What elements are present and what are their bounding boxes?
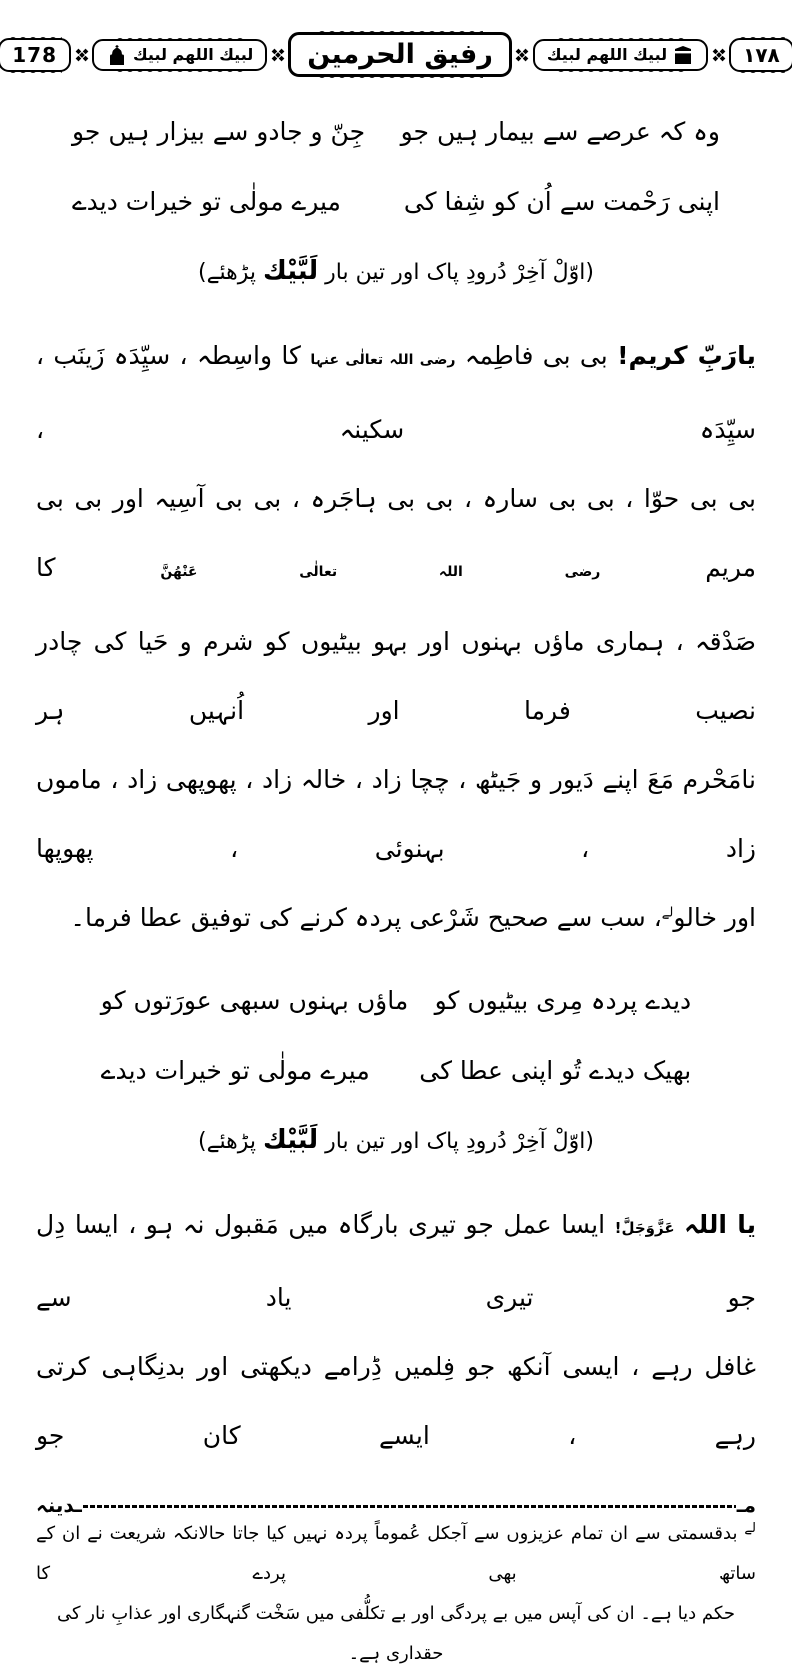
body-line: صَدْقہ ، ہماری ماؤں بہنوں اور بہو بیٹیوں کو شرم و حَیا کی چادر نصیب فرما اور اُنہیں ہر (36, 627, 756, 725)
floret-ornament-icon (270, 47, 285, 62)
hemistich-right: وہ کہ عرصے سے بیمار ہیں جو (400, 117, 720, 146)
body-text: بی بی فاطِمہ (464, 341, 608, 370)
footnote-marker: لے (661, 905, 674, 921)
refrain-labbaik: لَبَّيْك (262, 256, 319, 286)
footnote-line (36, 1514, 756, 1594)
floret-ornament-icon (74, 47, 89, 62)
honorific-text: رضی اللہ تعالٰی عَنْهُنَّ (160, 564, 601, 580)
floret-ornament-icon (711, 47, 726, 62)
body-text: اور خالو (673, 903, 756, 932)
labbaik-cartouche-right (533, 33, 708, 77)
page-header (12, 26, 780, 83)
book-page (0, 26, 792, 1664)
body-text: ایسا عمل جو تیری بارگاہ میں مَقبول نہ ہو ، ایسا دِل جو تیری یاد سے (36, 1210, 756, 1312)
footnote-line: حکم دیا ہے۔ ان کی آپس میں بے پردگی اور بے تکلُّفی میں سَخْت گنہگاری اور عذابِ نار کی حقداری ہے۔ (57, 1603, 735, 1664)
hemistich-right: بھیک دیدے تُو اپنی عطا کی (419, 1056, 692, 1085)
verse-line (72, 179, 720, 225)
refrain-line-1 (36, 249, 756, 295)
refrain-post: پڑھئے) (198, 1129, 263, 1154)
book-title: رفيق الحرمين (307, 39, 493, 70)
kaaba-icon (672, 44, 694, 66)
footnote-separator (36, 1493, 756, 1517)
body-line (36, 321, 756, 464)
dua-paragraph-2 (36, 1190, 756, 1470)
dua-paragraph-1 (36, 321, 756, 952)
hemistich-left: جِنّ و جادو سے بیزار ہیں جو (72, 117, 366, 146)
hemistich-left: میرے مولٰی تو خیرات دیدے (72, 187, 341, 216)
separator-word-start: مـ (736, 1493, 756, 1517)
hemistich-left: ماؤں بہنوں سبھی عورَتوں کو (100, 986, 409, 1015)
floret-ornament-icon (515, 47, 530, 62)
refrain-pre: (اوّلْ آخِرْ دُرودِ پاک اور تین بار (318, 1129, 594, 1154)
page-number-cartouche-right (729, 32, 792, 78)
honorific-text: عَزَّوَجَلَّ! (614, 1219, 675, 1237)
refrain-labbaik: لَبَّيْك (262, 1125, 319, 1155)
body-line: نامَحْرم مَعَ اپنے دَیور و جَیٹھ ، چچا زاد ، خالہ زاد ، پھوپھی زاد ، ماموں زاد ، بہنوئی ، پھوپھا (36, 765, 756, 863)
separator-word-end: ـدینہ (36, 1493, 82, 1517)
paragraph-lead: یا اللہ (684, 1210, 757, 1239)
verse-line (101, 1048, 691, 1094)
hemistich-left: میرے مولٰی تو خیرات دیدے (100, 1056, 370, 1085)
body-text: کا واسِطہ ، سیِّدَہ زَینَب ، سیِّدَہ سکینہ ، (36, 341, 756, 444)
page-number-cartouche-left (0, 32, 71, 78)
body-line (36, 1190, 756, 1332)
footnote-block (36, 1514, 756, 1674)
refrain-post: پڑھئے) (198, 260, 263, 285)
page-number-latin: 178 (12, 42, 58, 67)
refrain-pre: (اوّلْ آخِرْ دُرودِ پاک اور تین بار (318, 260, 594, 285)
body-text: کا (36, 553, 56, 582)
couplet-1 (72, 109, 720, 225)
body-line: غافل رہے ، ایسی آنکھ جو فِلمیں ڈِرامے دیکھتی اور بدنِگاہی کرتی رہے ، ایسے کان جو (36, 1352, 756, 1450)
refrain-line-2 (36, 1118, 756, 1164)
body-text: بی بی حوّا ، بی بی سارہ ، بی بی ہاجَرہ ، بی بی آسِیہ اور بی بی مریم (36, 484, 756, 582)
body-line (36, 464, 756, 607)
paragraph-lead: یارَبِّ کریم! (617, 341, 756, 370)
couplet-2 (101, 978, 691, 1094)
page-number-arabic: ١٧٨ (743, 42, 780, 67)
labbaik-text-right: لبيك اللهم لبيك (546, 45, 668, 64)
body-line (36, 883, 756, 952)
hemistich-right: دیدے پردہ مِری بیٹیوں کو (434, 986, 692, 1015)
labbaik-cartouche-left (92, 33, 267, 77)
verse-line (101, 978, 691, 1024)
hemistich-right: اپنی رَحْمت سے اُن کو شِفا کی (403, 187, 720, 216)
book-title-cartouche (288, 26, 512, 83)
body-text: ، سب سے صحیح شَرْعی پردہ کرنے کی توفیق عطا فرما۔ (70, 903, 662, 932)
honorific-text: رضی اللہ تعالٰی عنہا (310, 352, 456, 368)
footnote-text: بدقسمتی سے ان تمام عزیزوں سے آجکل عُموماً پردہ نہیں کیا جاتا حالانکہ شریعت نے ان کے ساتھ بھی پردے کا (36, 1523, 756, 1584)
footnote-marker: لے (744, 1521, 756, 1536)
verse-line (72, 109, 720, 155)
separator-dotted-line (83, 1505, 736, 1509)
mosque-dome-icon (106, 44, 128, 66)
labbaik-text-left: لبيك اللهم لبيك (133, 45, 254, 64)
